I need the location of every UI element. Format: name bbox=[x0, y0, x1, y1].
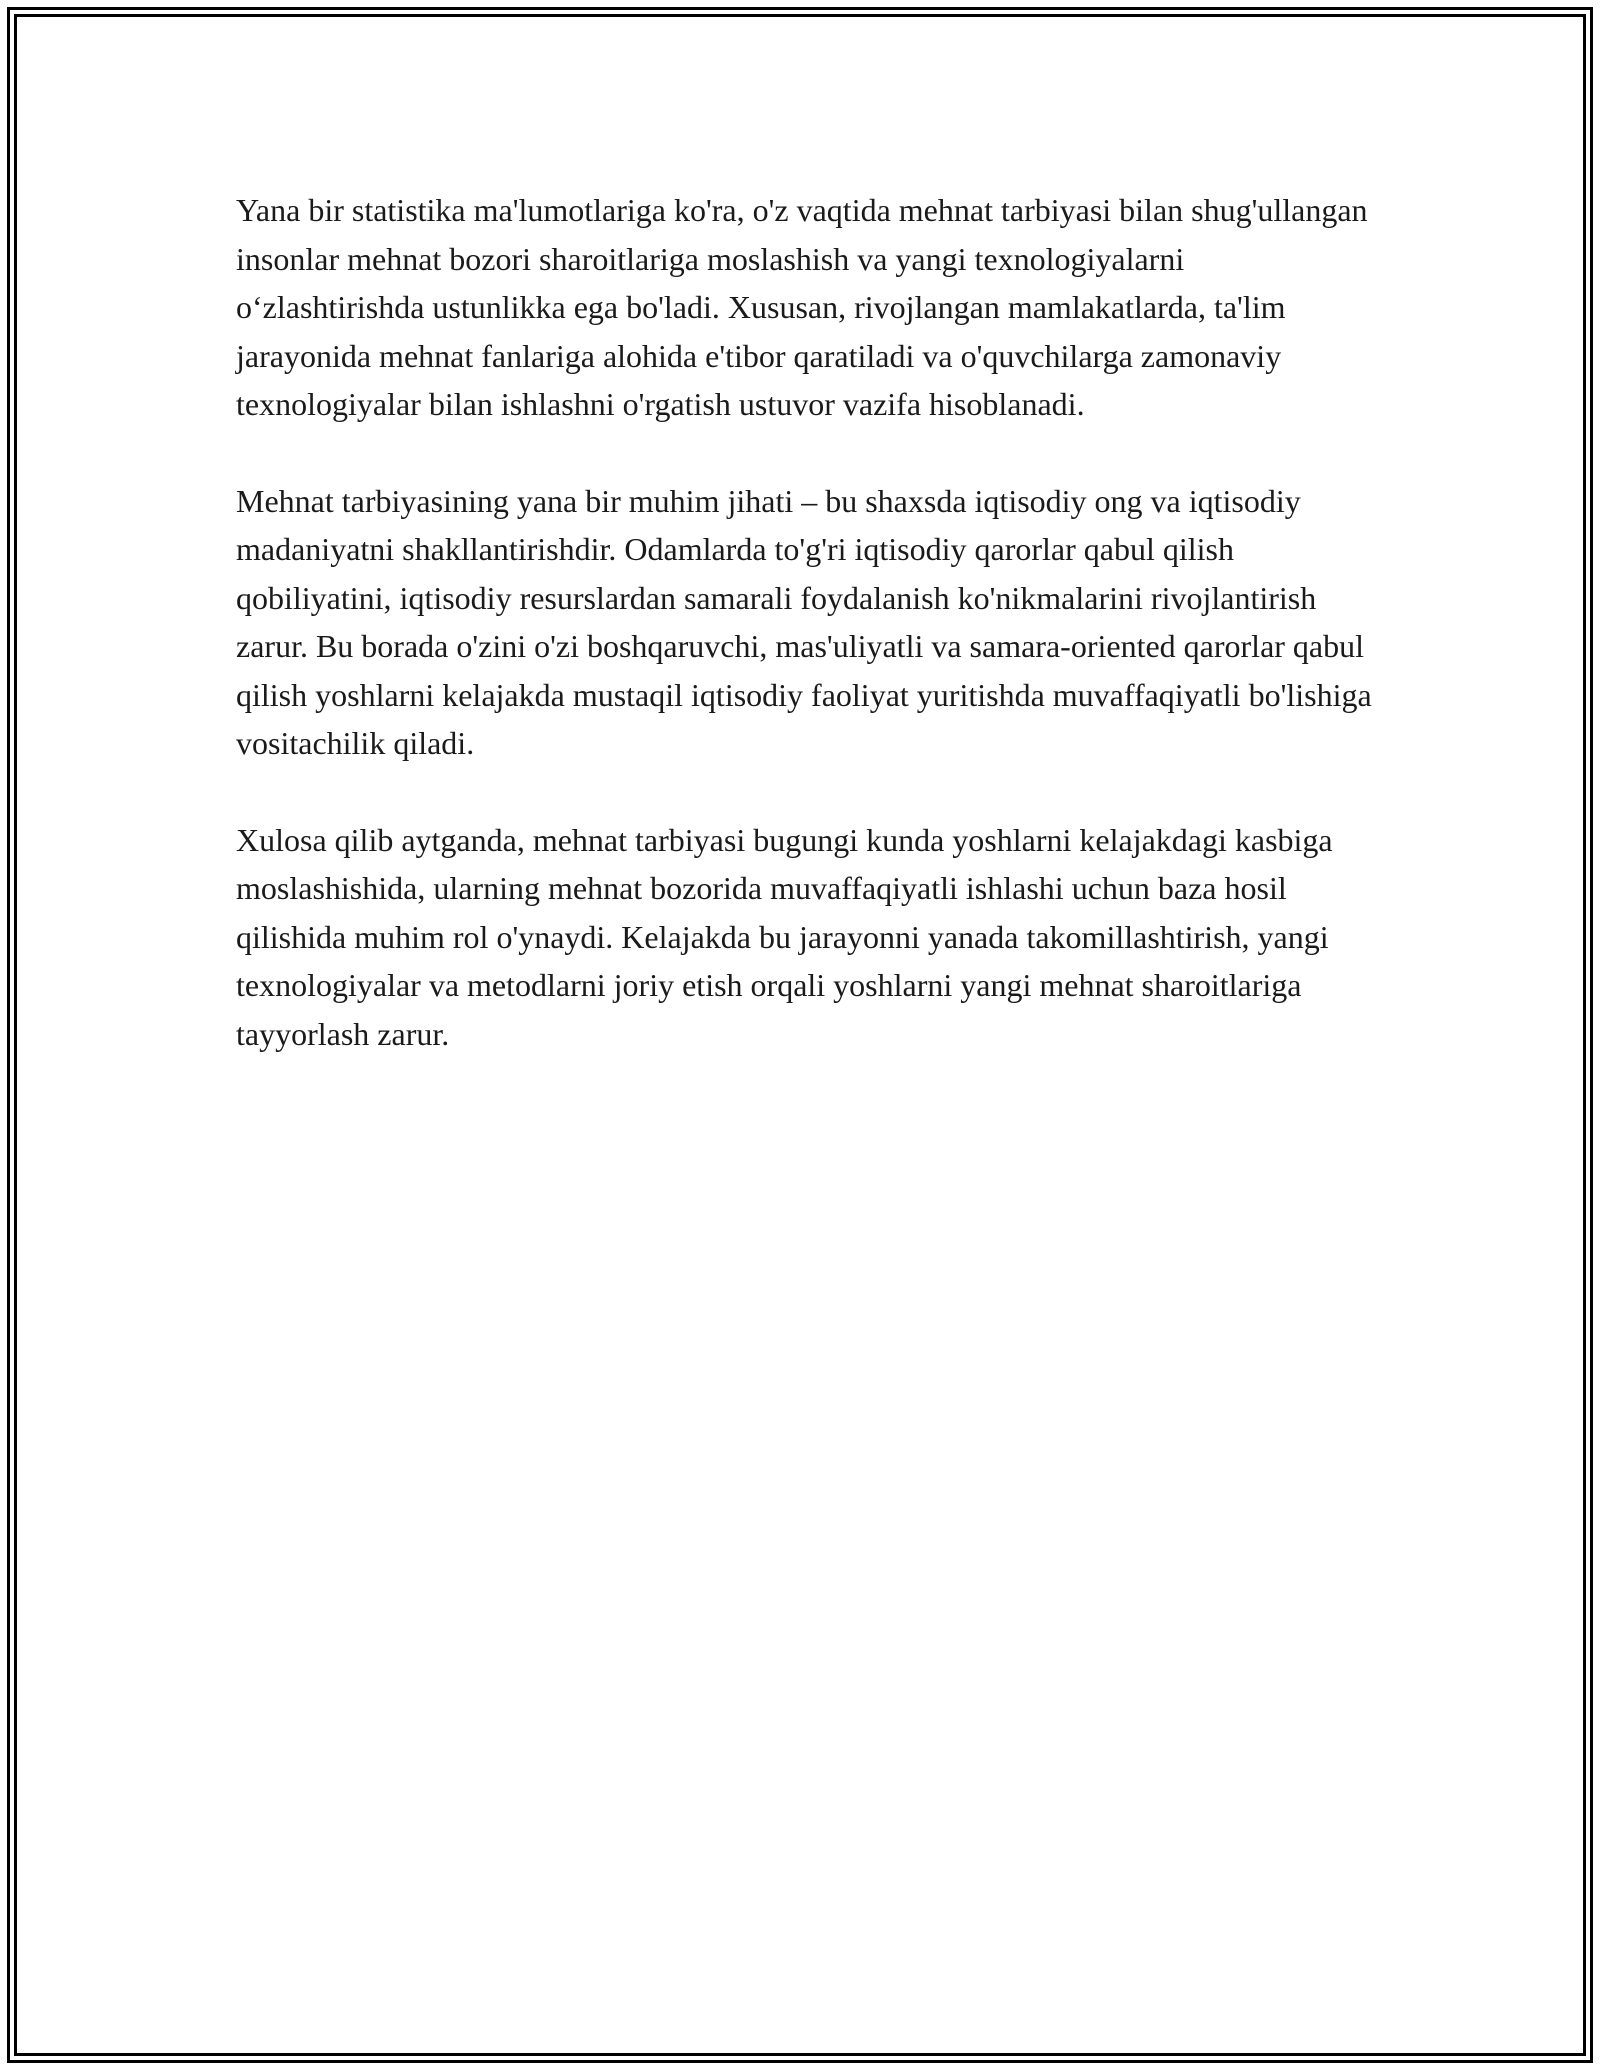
paragraph-economic-culture: Mehnat tarbiyasining yana bir muhim jihati – bu shaxsda iqtisodiy ong va iqtisodiy madaniyatni shakllantirishdir. Odamlarda to'g'ri iqtisodiy qarorlar qabul qilish qobiliyatini, iqtisodiy resurslardan samarali foydalanish ko'nikmalarini rivojlantirish zarur. Bu borada o'zini o'zi boshqaruvchi, mas'uliyatli va samara-oriented qarorlar qabul qilish yoshlarni kelajakda mustaqil iqtisodiy faoliyat yuritishda muvaffaqiyatli bo'lishiga vositachilik qiladi. bbox=[236, 482, 1372, 761]
paragraph-statistics: Yana bir statistika ma'lumotlariga ko'ra, o'z vaqtida mehnat tarbiyasi bilan shug'ullangan insonlar mehnat bozori sharoitlariga moslashish va yangi texnologiyalarni o‘zlashtirishda ustunlikka ega bo'ladi. Xususan, rivojlangan mamlakatlarda, ta'lim jarayonida mehnat fanlariga alohida e'tibor qaratiladi va o'quvchilarga zamonaviy texnologiyalar bilan ishlashni o'rgatish ustuvor vazifa hisoblanadi. bbox=[236, 192, 1368, 422]
document-body bbox=[236, 186, 1372, 1106]
paragraph-conclusion: Xulosa qilib aytganda, mehnat tarbiyasi bugungi kunda yoshlarni kelajakdagi kasbiga moslashishida, ularning mehnat bozorida muvaffaqiyatli ishlashi uchun baza hosil qilishida muhim rol o'ynaydi. Kelajakda bu jarayonni yanada takomillashtirish, yangi texnologiyalar va metodlarni joriy etish orqali yoshlarni yangi mehnat sharoitlariga tayyorlash zarur. bbox=[236, 821, 1333, 1052]
